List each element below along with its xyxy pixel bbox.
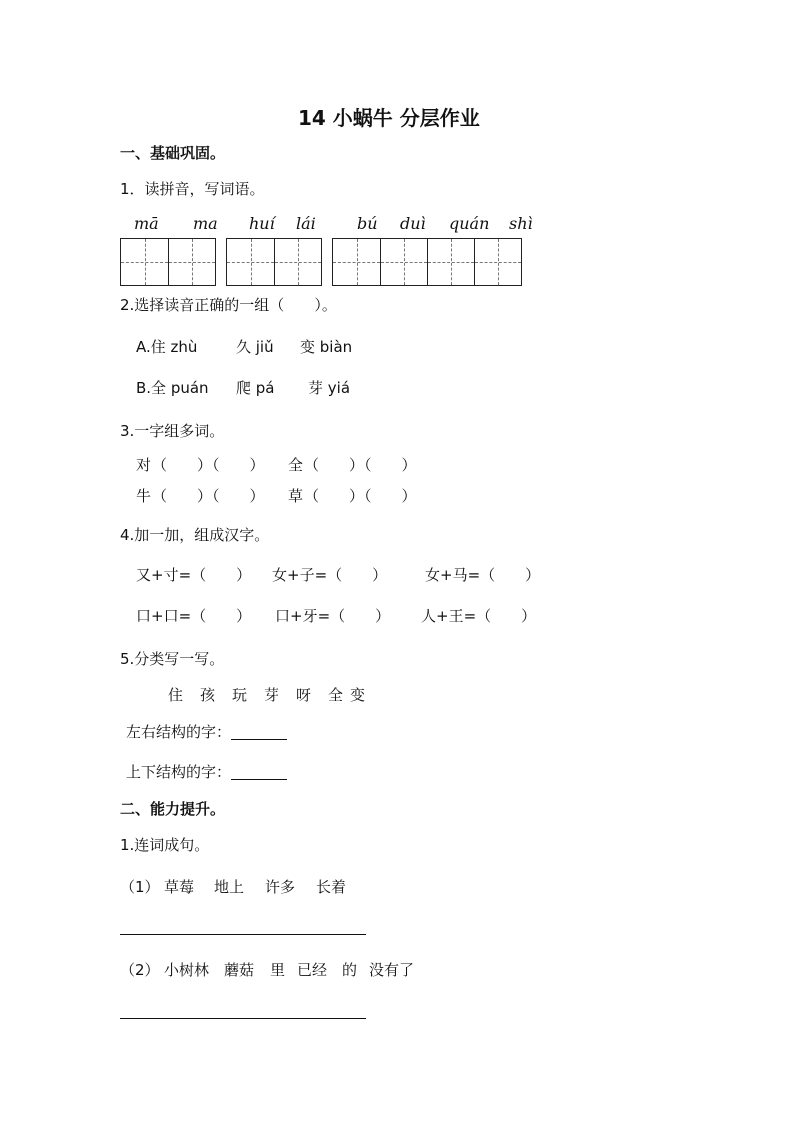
top-bottom-row (126, 765, 287, 780)
pinyin-ma2: ma (193, 214, 218, 233)
option-a-2: 久 jiǔ (236, 338, 274, 356)
option-b-1: B.全 puán (136, 379, 209, 397)
question-3-label: 3.一字组多词。 (120, 422, 225, 440)
sentence-2-word: 没有了 (369, 961, 415, 979)
word-char-niu: 牛 (136, 487, 152, 505)
sentence-2-word: 里 (270, 961, 286, 979)
question-6-label: 1.连词成句。 (120, 836, 210, 854)
tian-cell[interactable] (380, 239, 427, 285)
tian-box-group-1[interactable] (120, 238, 216, 286)
combine-item-2: 女+子=（ ） (272, 566, 388, 584)
tian-cell[interactable] (227, 239, 274, 285)
tian-cell[interactable] (333, 239, 380, 285)
pinyin-shi: shì (509, 214, 533, 233)
question-4-label: 4.加一加，组成汉字。 (120, 526, 270, 544)
option-b-3: 芽 yiá (308, 379, 351, 397)
page-title: 14 小蜗牛 分层作业 (298, 106, 480, 130)
pinyin-hui: huí (249, 214, 275, 233)
combine-item-6: 人+王=（ ） (421, 607, 537, 625)
classify-char: 住 (168, 686, 184, 704)
word-parens: （ ）（ ） (152, 487, 265, 505)
sentence-2-number: （2） (120, 961, 160, 979)
word-char-cao: 草 (288, 487, 304, 505)
question-1-label: 1．读拼音，写词语。 (120, 180, 265, 198)
classify-char: 芽 (264, 686, 280, 704)
sentence-1-answer-line[interactable] (120, 934, 366, 935)
classify-char: 全 (328, 686, 344, 704)
option-b-2: 爬 pá (236, 379, 275, 397)
word-parens: （ ）（ ） (304, 456, 417, 474)
top-bottom-blank[interactable] (231, 765, 287, 780)
section-basic-heading: 一、基础巩固。 (120, 144, 226, 162)
word-char-dui: 对 (136, 456, 152, 474)
sentence-2-word: 小树林 (164, 961, 210, 979)
left-right-label: 左右结构的字： (126, 723, 232, 741)
sentence-1-word: 地上 (214, 878, 245, 896)
option-a-1: A.住 zhù (136, 338, 198, 356)
pinyin-lai: lái (296, 214, 316, 233)
word-parens: （ ）（ ） (304, 487, 417, 505)
sentence-1-word: 草莓 (164, 878, 195, 896)
sentence-2-word: 蘑菇 (224, 961, 255, 979)
pinyin-quan: quán (449, 214, 490, 233)
sentence-1-word: 许多 (265, 878, 296, 896)
left-right-blank[interactable] (231, 725, 287, 740)
combine-item-3: 女+马=（ ） (425, 566, 541, 584)
tian-cell[interactable] (168, 239, 215, 285)
tian-cell[interactable] (274, 239, 321, 285)
sentence-1-number: （1） (120, 878, 160, 896)
sentence-2-word: 已经 (297, 961, 328, 979)
option-a-3: 变 biàn (300, 338, 353, 356)
top-bottom-label: 上下结构的字： (126, 763, 232, 781)
word-char-quan: 全 (288, 456, 304, 474)
sentence-2-word: 的 (342, 961, 358, 979)
tian-cell[interactable] (427, 239, 474, 285)
tian-box-group-2[interactable] (226, 238, 322, 286)
question-2-label: 2.选择读音正确的一组（ ）。 (120, 296, 337, 314)
combine-item-1: 又+寸=（ ） (136, 566, 252, 584)
classify-char: 呀 (296, 686, 312, 704)
pinyin-ma1: mā (134, 214, 159, 233)
tian-cell[interactable] (474, 239, 521, 285)
section-advanced-heading: 二、能力提升。 (120, 800, 226, 818)
sentence-2-answer-line[interactable] (120, 1018, 366, 1019)
tian-box-group-3[interactable] (332, 238, 522, 286)
pinyin-bu: bú (357, 214, 378, 233)
pinyin-dui: duì (400, 214, 426, 233)
combine-item-5: 口+牙=（ ） (275, 607, 391, 625)
question-5-label: 5.分类写一写。 (120, 650, 225, 668)
classify-char: 孩 (200, 686, 216, 704)
word-parens: （ ）（ ） (152, 456, 265, 474)
tian-cell[interactable] (121, 239, 168, 285)
classify-char: 玩 (232, 686, 248, 704)
combine-item-4: 口+口=（ ） (136, 607, 252, 625)
sentence-1-word: 长着 (316, 878, 347, 896)
classify-char: 变 (350, 686, 366, 704)
left-right-row (126, 725, 287, 740)
